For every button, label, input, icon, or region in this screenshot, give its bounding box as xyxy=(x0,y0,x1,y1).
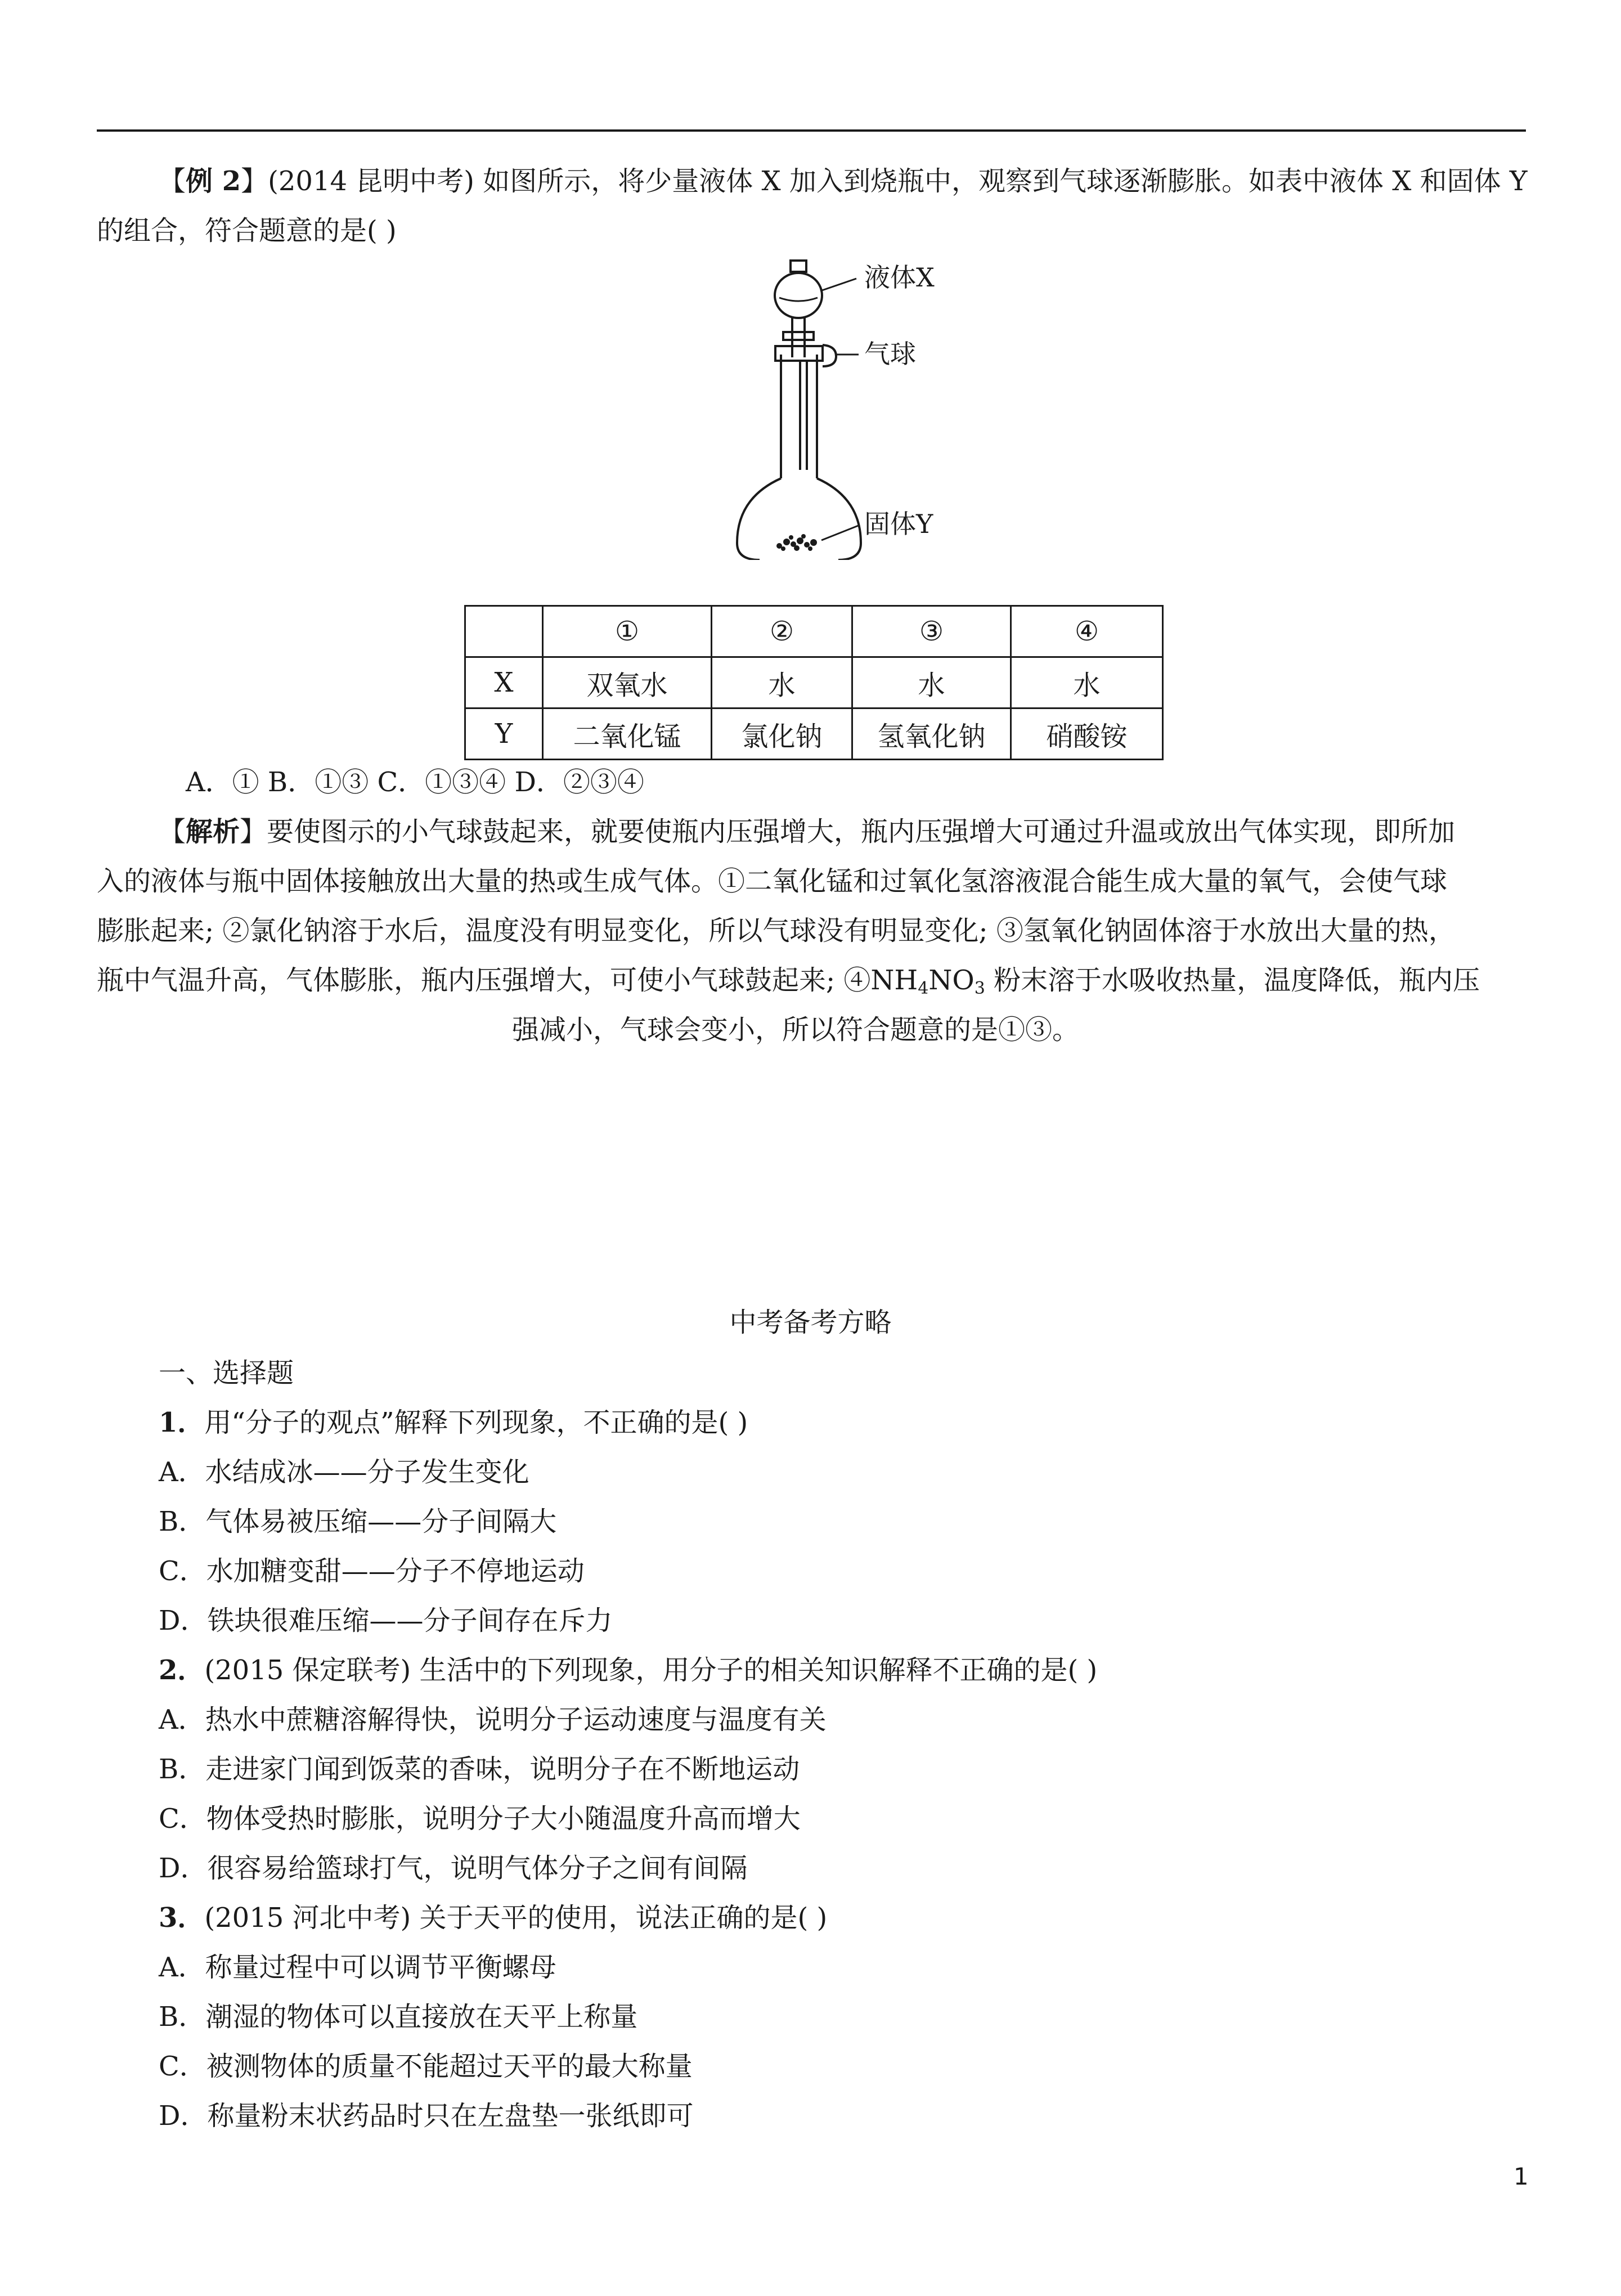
label-solid-y: 固体Y xyxy=(864,509,933,539)
question-stem: (2015 保定联考) 生活中的下列现象，用分子的相关知识解释不正确的是( ) xyxy=(204,1654,1098,1686)
table-cell: 氢氧化钠 xyxy=(852,708,1011,760)
question-3-option-a: A．称量过程中可以调节平衡螺母 xyxy=(159,1952,556,1983)
apparatus-figure xyxy=(726,256,973,560)
table-row xyxy=(465,708,1163,760)
question-3 xyxy=(159,1901,827,1935)
table-cell: 硝酸铵 xyxy=(1011,708,1163,760)
bracket-open: 【 xyxy=(159,165,186,197)
subscript: 3 xyxy=(974,979,985,998)
part-title: 一、选择题 xyxy=(159,1357,294,1389)
bracket-open: 【 xyxy=(159,816,186,847)
question-number: 1． xyxy=(159,1407,205,1438)
xy-combination-table xyxy=(464,605,1164,760)
example-text-1: (2014 昆明中考) 如图所示，将少量液体 X 加入到烧瓶中，观察到气球逐渐膨胀。如表中液体 X 和固体 Y xyxy=(268,165,1528,197)
question-2-option-c: C．物体受热时膨胀，说明分子大小随温度升高而增大 xyxy=(159,1803,801,1835)
question-3-option-b: B．潮湿的物体可以直接放在天平上称量 xyxy=(159,2001,638,2033)
question-1-option-a: A．水结成冰——分子发生变化 xyxy=(159,1456,529,1488)
example-line-2: 的组合，符合题意的是( ) xyxy=(97,215,397,246)
question-number: 2． xyxy=(159,1654,205,1686)
example-line-1 xyxy=(159,164,1528,198)
table-cell: ② xyxy=(712,606,852,657)
analysis-line-4 xyxy=(97,963,1480,997)
question-1-option-c: C．水加糖变甜——分子不停地运动 xyxy=(159,1555,585,1587)
table-cell: ③ xyxy=(852,606,1011,657)
question-2-option-a: A．热水中蔗糖溶解得快，说明分子运动速度与温度有关 xyxy=(159,1704,827,1736)
table-cell: 二氧化锰 xyxy=(543,708,712,760)
bracket-close: 】 xyxy=(240,816,267,847)
analysis-line-3: 膨胀起来; ②氯化钠溶于水后，温度没有明显变化，所以气球没有明显变化; ③氢氧化钠固体溶于水放出大量的热， xyxy=(97,915,1456,947)
label-balloon: 气球 xyxy=(864,339,916,369)
table-cell: 水 xyxy=(1011,657,1163,708)
analysis-line-2: 入的液体与瓶中固体接触放出大量的热或生成气体。①二氧化锰和过氧化氢溶液混合能生成大量的氧气，会使气球 xyxy=(97,866,1448,897)
analysis-line-5: 强减小，气球会变小，所以符合题意的是①③。 xyxy=(512,1014,1080,1046)
question-2-option-d: D．很容易给篮球打气，说明气体分子之间有间隔 xyxy=(159,1853,748,1884)
table-cell: ④ xyxy=(1011,606,1163,657)
question-number: 3． xyxy=(159,1902,205,1934)
analysis-line-1 xyxy=(159,815,1455,849)
label-liquid-x: 液体X xyxy=(864,262,935,293)
table-cell: Y xyxy=(465,708,543,760)
question-3-option-c: C．被测物体的质量不能超过天平的最大称量 xyxy=(159,2051,693,2082)
question-1 xyxy=(159,1406,748,1440)
subscript: 4 xyxy=(918,979,929,998)
example-label: 例 2 xyxy=(186,165,241,197)
table-cell: ① xyxy=(543,606,712,657)
header-rule xyxy=(97,129,1526,132)
section-title: 中考备考方略 xyxy=(729,1307,892,1338)
question-1-option-b: B．气体易被压缩——分子间隔大 xyxy=(159,1506,557,1537)
table-cell: 氯化钠 xyxy=(712,708,852,760)
table-cell: 双氧水 xyxy=(543,657,712,708)
table-row xyxy=(465,657,1163,708)
analysis-text-4c: 粉末溶于水吸收热量，温度降低，瓶内压 xyxy=(985,965,1480,996)
table-cell: 水 xyxy=(852,657,1011,708)
page-number: 1 xyxy=(1514,2163,1529,2190)
question-stem: 用“分子的观点”解释下列现象，不正确的是( ) xyxy=(204,1407,748,1438)
analysis-text-1: 要使图示的小气球鼓起来，就要使瓶内压强增大，瓶内压强增大可通过升温或放出气体实现，即所加 xyxy=(267,816,1456,847)
question-2-option-b: B．走进家门闻到饭菜的香味，说明分子在不断地运动 xyxy=(159,1754,800,1785)
analysis-label: 解析 xyxy=(186,816,240,847)
table-cell xyxy=(465,606,543,657)
flask-diagram xyxy=(726,256,973,560)
bracket-close: 】 xyxy=(241,165,268,197)
table-header-row xyxy=(465,606,1163,657)
table-cell: X xyxy=(465,657,543,708)
question-1-option-d: D．铁块很难压缩——分子间存在斥力 xyxy=(159,1605,613,1636)
question-2 xyxy=(159,1653,1097,1687)
question-stem: (2015 河北中考) 关于天平的使用，说法正确的是( ) xyxy=(204,1902,828,1934)
analysis-text-4a: 瓶中气温升高，气体膨胀，瓶内压强增大，可使小气球鼓起来; ④NH xyxy=(97,965,918,996)
answer-options: A．① B．①③ C．①③④ D．②③④ xyxy=(186,766,644,798)
question-3-option-d: D．称量粉末状药品时只在左盘垫一张纸即可 xyxy=(159,2100,694,2132)
table-cell: 水 xyxy=(712,657,852,708)
analysis-text-4b: NO xyxy=(928,965,975,996)
